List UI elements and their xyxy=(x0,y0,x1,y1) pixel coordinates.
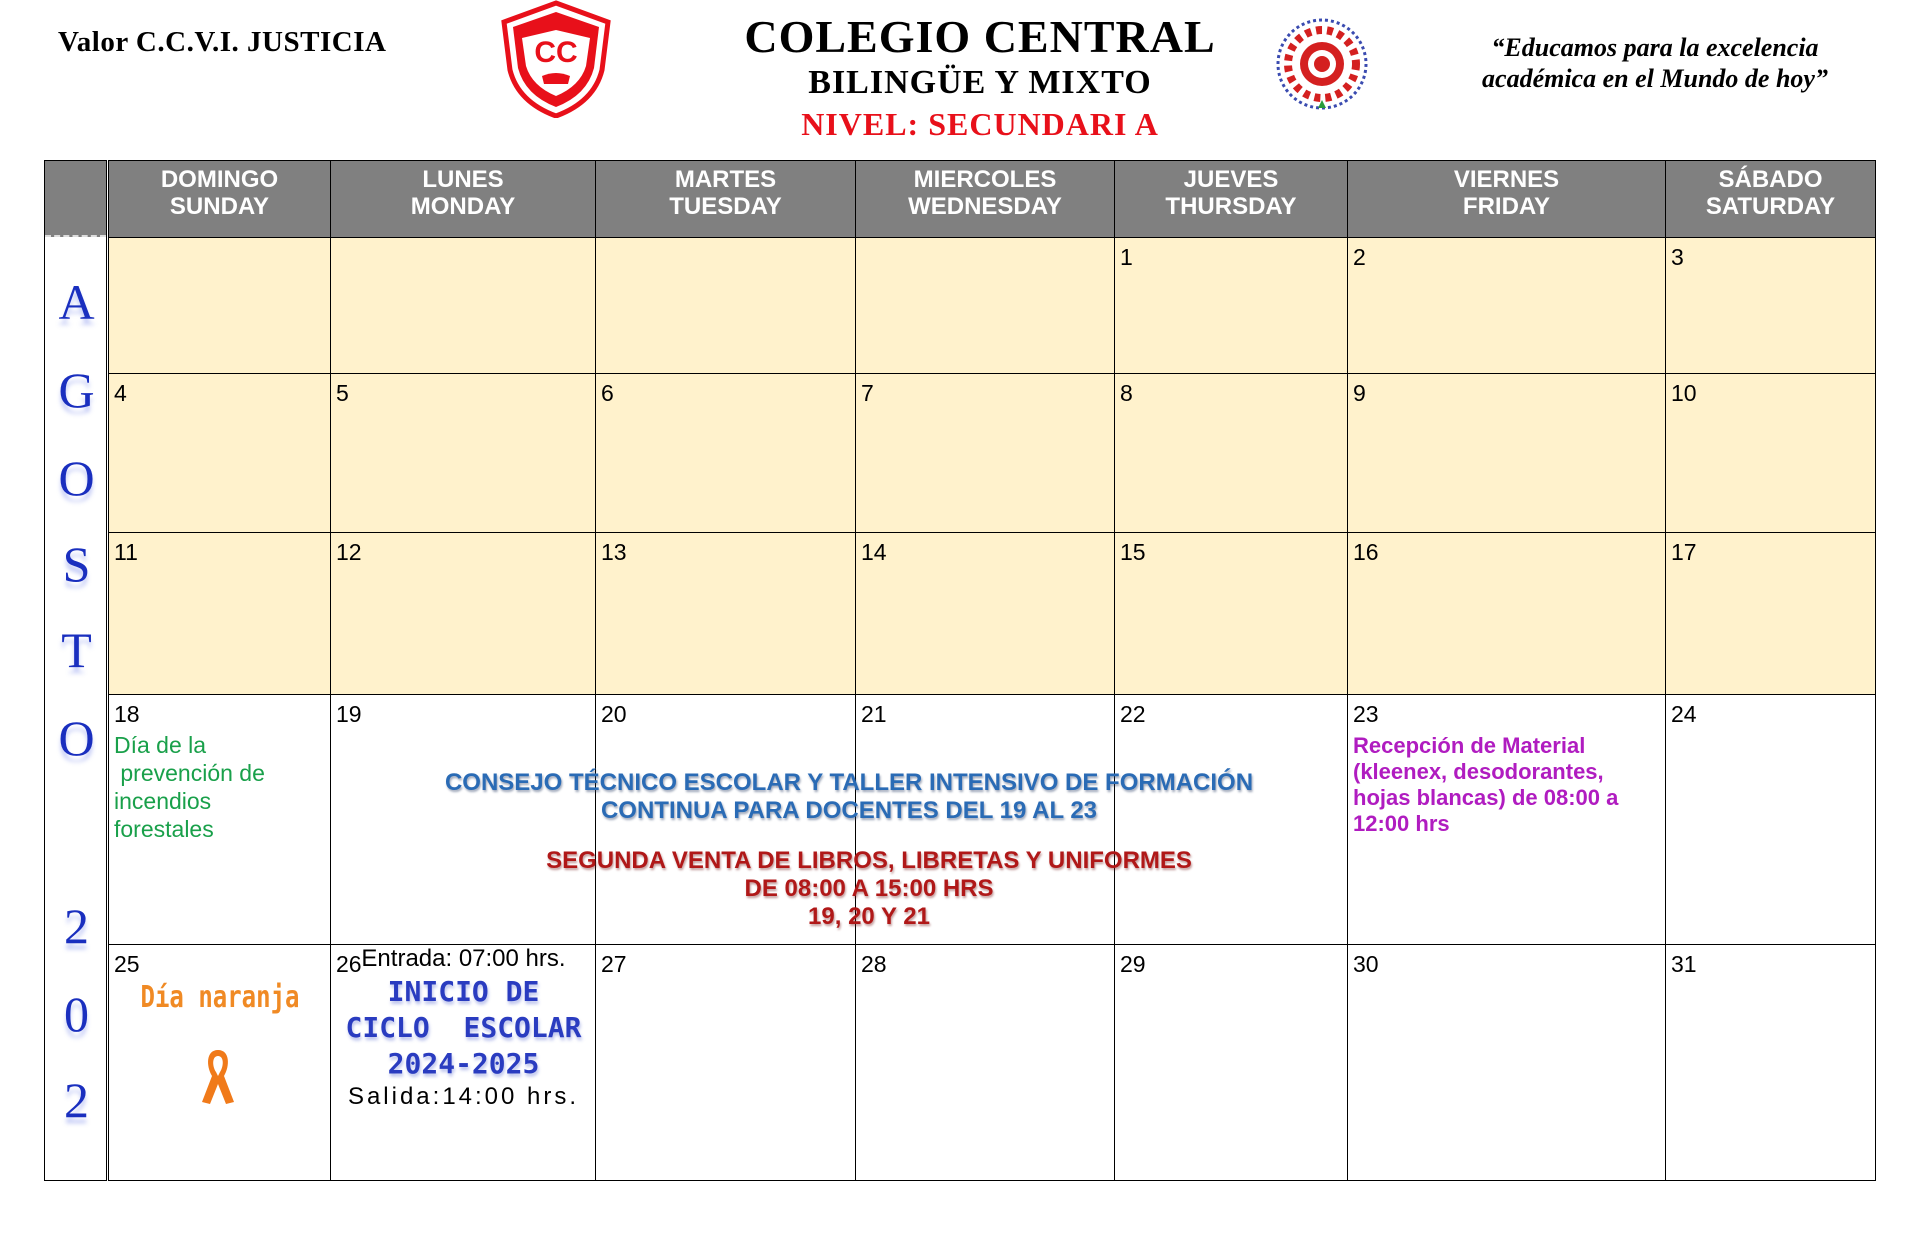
day-number: 26 xyxy=(336,951,362,977)
day-number: 22 xyxy=(1120,701,1146,727)
level-label: NIVEL: SECUNDARI A xyxy=(801,106,1159,142)
month-letter: O xyxy=(58,450,95,506)
day-number: 10 xyxy=(1671,380,1697,406)
round-emblem-logo xyxy=(1274,16,1370,112)
day-number: 15 xyxy=(1120,539,1146,565)
day-cell xyxy=(1666,694,1875,944)
day-number: 17 xyxy=(1671,539,1697,565)
day-cell xyxy=(1115,944,1348,1180)
month-letter: T xyxy=(61,622,92,678)
day-number: 20 xyxy=(601,701,627,727)
day-cell xyxy=(1115,373,1348,532)
day-number: 6 xyxy=(601,380,614,406)
event-recepcion-material: Recepción de Material (kleenex, desodorantes, hojas blancas) de 08:00 a 12:00 hrs xyxy=(1353,733,1619,836)
day-cell xyxy=(1666,532,1875,694)
day-number: 19 xyxy=(336,701,362,727)
day-number: 14 xyxy=(861,539,887,565)
event-inicio-ciclo xyxy=(331,944,596,1112)
day-cell xyxy=(331,237,596,373)
day-header-saturday: SÁBADO SATURDAY xyxy=(1666,161,1875,237)
day-number: 11 xyxy=(114,539,138,565)
day-cell xyxy=(596,944,856,1180)
day-cell xyxy=(856,373,1115,532)
day-number: 23 xyxy=(1353,701,1379,727)
day-cell xyxy=(596,237,856,373)
day-cell xyxy=(331,373,596,532)
day-cell xyxy=(109,373,331,532)
day-number: 29 xyxy=(1120,951,1146,977)
logo-cc-text: CC xyxy=(534,36,578,69)
motto-line-1: “Educamos para la excelencia xyxy=(1491,33,1819,62)
year-digit: 0 xyxy=(64,986,89,1042)
day-header-sunday: DOMINGO SUNDAY xyxy=(109,161,331,237)
day-number: 25 xyxy=(114,951,140,977)
day-number: 16 xyxy=(1353,539,1379,565)
day-cell xyxy=(856,532,1115,694)
calendar-grid xyxy=(108,160,1876,1181)
school-subtitle: BILINGÜE Y MIXTO xyxy=(808,64,1152,101)
day-header-wednesday: MIERCOLES WEDNESDAY xyxy=(856,161,1115,237)
day-header-friday: VIERNES FRIDAY xyxy=(1348,161,1666,237)
day-number: 1 xyxy=(1120,244,1133,270)
month-column-corner xyxy=(45,161,106,237)
day-number: 27 xyxy=(601,951,627,977)
day-number: 2 xyxy=(1353,244,1366,270)
day-cell xyxy=(1348,944,1666,1180)
day-cell xyxy=(1666,237,1875,373)
school-shield-logo xyxy=(498,0,614,118)
day-number: 5 xyxy=(336,380,349,406)
month-letter: O xyxy=(58,710,95,766)
orange-ribbon-icon xyxy=(198,1046,238,1108)
salida-time: Salida:14:00 hrs. xyxy=(347,1083,580,1110)
august-calendar xyxy=(44,160,1876,1181)
day-cell xyxy=(1666,944,1875,1180)
day-cell xyxy=(856,944,1115,1180)
month-letter: A xyxy=(58,274,95,330)
dia-naranja-label: Día naranja xyxy=(140,980,300,1015)
month-vertical-label xyxy=(44,160,107,1181)
event-incendios-forestales: Día de la prevención de incendios forestales xyxy=(114,732,265,842)
day-number: 13 xyxy=(601,539,627,565)
day-cell xyxy=(1115,237,1348,373)
entrada-time: Entrada: 07:00 hrs. xyxy=(361,945,566,972)
ciclo-line: CICLO ESCOLAR xyxy=(345,1011,582,1044)
day-number: 18 xyxy=(114,701,140,727)
day-cell xyxy=(331,532,596,694)
month-letter: S xyxy=(62,536,91,592)
day-number: 31 xyxy=(1671,951,1697,977)
year-digit: 2 xyxy=(64,1072,89,1128)
month-letter: G xyxy=(58,362,95,418)
year-digit: 2 xyxy=(64,898,89,954)
valor-text: Valor C.C.V.I. JUSTICIA xyxy=(58,26,387,58)
motto-line-2: académica en el Mundo de hoy” xyxy=(1482,64,1828,93)
inicio-line: INICIO DE xyxy=(387,975,540,1008)
day-cell xyxy=(1115,532,1348,694)
year-range-line: 2024-2025 xyxy=(387,1047,540,1080)
day-number: 28 xyxy=(861,951,887,977)
day-cell xyxy=(109,237,331,373)
day-header-monday: LUNES MONDAY xyxy=(331,161,596,237)
day-cell xyxy=(109,532,331,694)
day-number: 7 xyxy=(861,380,874,406)
school-title-block xyxy=(680,12,1280,144)
day-number: 12 xyxy=(336,539,362,565)
day-number: 24 xyxy=(1671,701,1697,727)
day-cell xyxy=(596,532,856,694)
day-header-thursday: JUEVES THURSDAY xyxy=(1115,161,1348,237)
day-cell xyxy=(1348,237,1666,373)
banner-consejo-tecnico: CONSEJO TÉCNICO ESCOLAR Y TALLER INTENSIVO DE FORMACIÓN CONTINUA PARA DOCENTES DEL 19 AL 23 xyxy=(444,769,1254,824)
day-cell xyxy=(856,237,1115,373)
school-name: COLEGIO CENTRAL xyxy=(744,11,1216,62)
banner-venta-libros: SEGUNDA VENTA DE LIBROS, LIBRETAS Y UNIFORMES DE 08:00 A 15:00 HRS 19, 20 Y 21 xyxy=(546,847,1192,930)
day-number: 30 xyxy=(1353,951,1379,977)
day-cell xyxy=(596,373,856,532)
event-dia-naranja xyxy=(109,944,331,1180)
day-number: 8 xyxy=(1120,380,1133,406)
day-cell xyxy=(1348,532,1666,694)
day-cell xyxy=(1666,373,1875,532)
day-number: 9 xyxy=(1353,380,1366,406)
day-number: 21 xyxy=(861,701,887,727)
day-cell xyxy=(1348,373,1666,532)
day-number: 3 xyxy=(1671,244,1684,270)
day-number: 4 xyxy=(114,380,127,406)
school-motto xyxy=(1440,32,1870,94)
day-header-tuesday: MARTES TUESDAY xyxy=(596,161,856,237)
